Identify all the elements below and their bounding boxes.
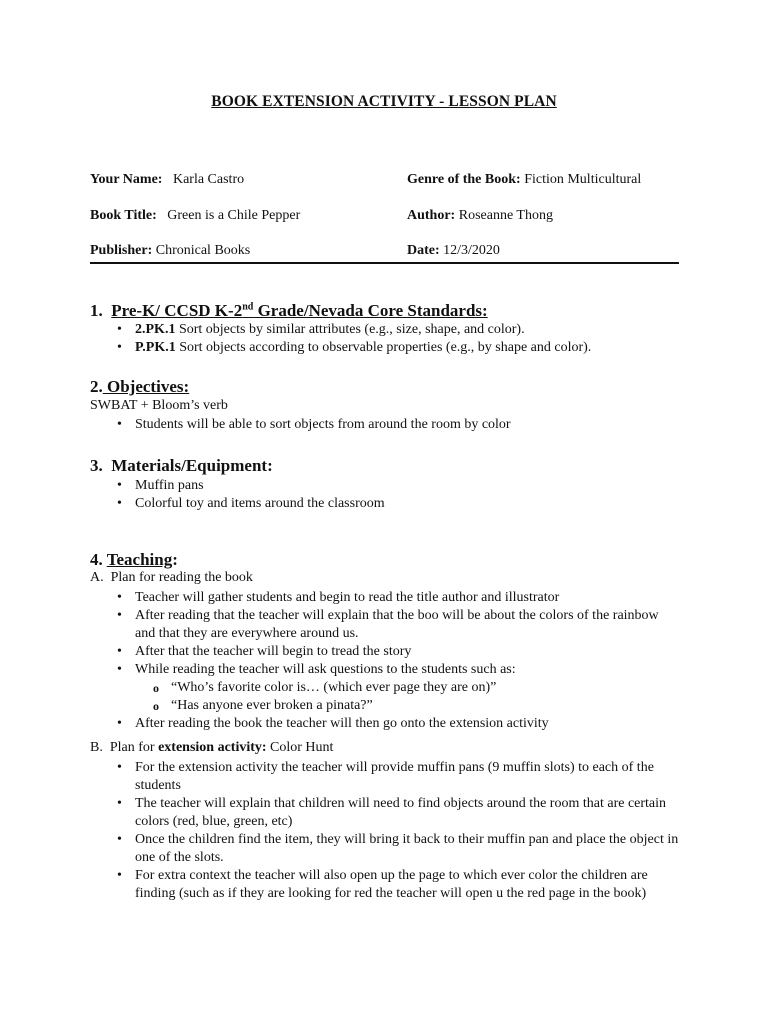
materials-heading-text: Materials/Equipment: <box>111 456 273 475</box>
publisher-label: Publisher: <box>90 243 153 258</box>
standards-list <box>115 321 675 357</box>
section-number: 4. <box>90 550 103 569</box>
document-title: BOOK EXTENSION ACTIVITY - LESSON PLAN <box>211 93 557 110</box>
your-name-value: Karla Castro <box>172 172 245 187</box>
list-item: • After reading that the teacher will explain that the boo will be about the colors of the rainbow and that they are everywhere around us. <box>115 607 680 643</box>
list-item: • For extra context the teacher will also open up the page to which ever color the children are finding (such as if they are looking for red the teacher will open u the red page in the book) <box>115 867 680 903</box>
sublist-item: o “Has anyone ever broken a pinata?” <box>150 697 680 715</box>
standards-heading-sup: nd <box>242 301 254 313</box>
book-title-label: Book Title: <box>90 208 157 223</box>
section-number: 1. <box>90 301 103 320</box>
genre-row <box>407 172 641 188</box>
list-item: • For the extension activity the teacher will provide muffin pans (9 muffin slots) to each of the students <box>115 759 680 795</box>
standards-heading-text-a: Pre-K/ CCSD K-2 <box>111 301 243 320</box>
list-item: • Teacher will gather students and begin to read the title author and illustrator <box>115 589 680 607</box>
section-teaching-heading <box>90 550 178 570</box>
plan-b-list <box>115 759 680 903</box>
plan-a-title <box>90 570 253 586</box>
list-item: • Students will be able to sort objects from around the room by color <box>115 416 675 434</box>
list-item-text: While reading the teacher will ask questions to the students such as: <box>135 662 516 677</box>
plan-b-label: B. <box>90 740 103 755</box>
publisher-row <box>90 243 250 259</box>
objectives-list <box>115 416 675 434</box>
header-divider <box>90 262 679 264</box>
date-row <box>407 243 500 259</box>
publisher-value: Chronical Books <box>155 243 251 258</box>
section-materials-heading <box>90 456 273 476</box>
section-number: 2. <box>90 377 103 396</box>
book-title-value: Green is a Chile Pepper <box>167 208 301 223</box>
list-item <box>115 339 675 357</box>
author-label: Author: <box>407 208 456 223</box>
list-item: • Muffin pans <box>115 477 675 495</box>
your-name-row <box>90 172 244 188</box>
section-standards-heading <box>90 301 488 321</box>
materials-list <box>115 477 675 513</box>
plan-b-bold: extension activity: <box>158 740 267 755</box>
list-item: • The teacher will explain that children will need to find objects around the room that are certain colors (red, blue, green, etc) <box>115 795 680 831</box>
list-item: • Colorful toy and items around the classroom <box>115 495 675 513</box>
plan-b-title <box>90 740 333 756</box>
standard-text: Sort objects according to observable properties (e.g., by shape and color). <box>175 340 592 355</box>
list-item: • After that the teacher will begin to tread the story <box>115 643 680 661</box>
plan-a-label: A. <box>90 570 104 585</box>
genre-label: Genre of the Book: <box>407 172 521 187</box>
questions-sublist <box>150 679 680 715</box>
author-row <box>407 208 553 224</box>
plan-a-text: Plan for reading the book <box>110 570 253 585</box>
list-item: • After reading the book the teacher will then go onto the extension activity <box>115 715 680 733</box>
objectives-heading-text: Objectives: <box>102 377 190 396</box>
teaching-heading-text: Teaching <box>106 550 173 569</box>
genre-value: Fiction Multicultural <box>524 172 642 187</box>
list-item <box>115 321 675 339</box>
teaching-heading-colon: : <box>172 550 178 569</box>
standard-code: 2.PK.1 <box>135 322 176 337</box>
plan-b-suffix: Color Hunt <box>266 740 334 755</box>
date-label: Date: <box>407 243 440 258</box>
standard-code: P.PK.1 <box>135 340 176 355</box>
list-item: • Once the children find the item, they will bring it back to their muffin pan and place the object in one of the slots. <box>115 831 680 867</box>
plan-a-list <box>115 589 680 733</box>
your-name-label: Your Name: <box>90 172 163 187</box>
book-title-row <box>90 208 300 224</box>
sublist-item: o “Who’s favorite color is… (which ever page they are on)” <box>150 679 680 697</box>
list-item <box>115 661 680 715</box>
objectives-subtitle: SWBAT + Bloom’s verb <box>90 398 228 413</box>
standards-heading-text-b: Grade/Nevada Core Standards: <box>253 301 488 320</box>
plan-b-prefix: Plan for <box>109 740 159 755</box>
author-value: Roseanne Thong <box>458 208 553 223</box>
section-number: 3. <box>90 456 103 475</box>
date-value: 12/3/2020 <box>443 243 500 258</box>
standard-text: Sort objects by similar attributes (e.g., size, shape, and color). <box>175 322 525 337</box>
section-objectives-heading <box>90 377 189 397</box>
